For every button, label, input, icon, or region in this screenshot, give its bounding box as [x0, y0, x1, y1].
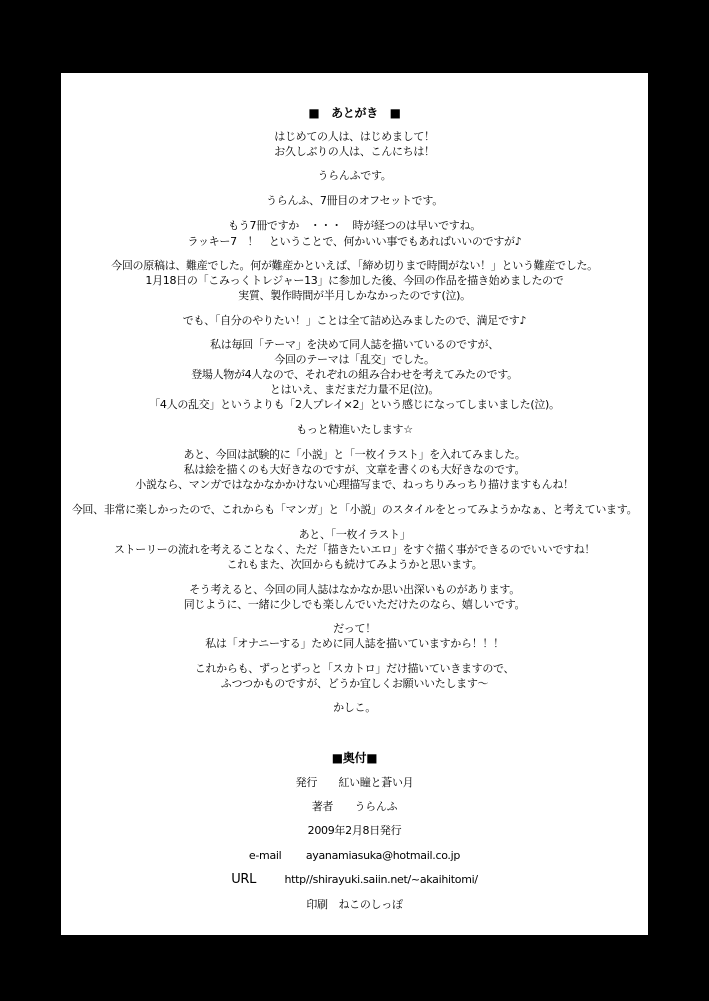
email-label: e-mail [248, 849, 282, 862]
text-line: これもまた、次回からも続けてみようかと思います。 [226, 558, 483, 571]
text-line: 1月18日の「こみっくトレジャー13」に参加した後、今回の作品を描き始めましたので [145, 274, 564, 287]
text-line: でも、「自分のやりたい！」ことは全て詰め込みましたので、満足です♪ [182, 314, 527, 327]
text-line: もう7冊ですか ・・・ 時が経つのは早いですね。 [228, 219, 481, 232]
text-line: 登場人物が4人なので、それぞれの組み合わせを考えてみたのです。 [191, 368, 518, 381]
email-address: ayanamiasuka@hotmail.co.jp [305, 849, 461, 862]
text-line: 今回の原稿は、難産でした。何が難産かといえば、「締め切りまで時間がない！」という難産でした。 [111, 259, 598, 272]
url-line [61, 873, 648, 887]
text-line: とはいえ、まだまだ力量不足(泣)。 [269, 383, 440, 396]
email-line [61, 849, 648, 863]
text-line: だって！ [333, 622, 376, 635]
text-line: はじめての人は、はじめまして！ [274, 130, 435, 143]
text-line: 今回、非常に楽しかったので、これからも「マンガ」と「小説」のスタイルをとってみようかなぁ、と考えています。 [71, 503, 638, 516]
text-line: ラッキー7 ！ ということで、何かいい事でもあればいいのですが♪ [187, 235, 522, 248]
text-line: もっと精進いたします☆ [296, 423, 413, 436]
text-line: あと、「一枚イラスト」 [298, 528, 411, 541]
date-line: 2009年2月8日発行 [307, 824, 402, 837]
text-line: 私は「オナニーする」ために同人誌を描いていますから！！！ [205, 637, 504, 650]
publisher-line: 発行 紅い瞳と蒼い月 [295, 776, 414, 789]
text-line: 実質、製作時間が半月しかなかったのです(泣)。 [238, 289, 471, 302]
closing-line: かしこ。 [333, 701, 376, 714]
text-line: ストーリーの流れを考えることなく、ただ「描きたいエロ」をすぐ描く事ができるのでいいですね！ [113, 543, 596, 556]
url-text: http//shirayuki.saiin.net/~akaihitomi/ [284, 873, 478, 886]
text-line: あと、今回は試験的に「小説」と「一枚イラスト」を入れてみました。 [183, 448, 526, 461]
afterword-title: ■ あとがき ■ [308, 106, 401, 120]
text-line: 同じように、一緒に少しでも楽しんでいただけたのなら、嬉しいです。 [183, 598, 526, 611]
printer-line: 印刷 ねこのしっぽ [306, 898, 403, 911]
text-line: 今回のテーマは「乱交」でした。 [274, 353, 435, 366]
url-label: URL [231, 872, 257, 887]
text-line: これからも、ずっとずっと「スカトロ」だけ描いていきますので、 [194, 662, 515, 675]
author-line: 著者 うらんふ [311, 800, 398, 813]
text-line: ふつつかものですが、どうか宜しくお願いいたします～ [220, 677, 489, 690]
text-line: 私は毎回「テーマ」を決めて同人誌を描いているのですが、 [210, 338, 499, 351]
text-line: 私は絵を描くのも大好きなのですが、文章を書くのも大好きなのです。 [183, 463, 526, 476]
text-line: そう考えると、今回の同人誌はなかなか思い出深いものがあります。 [189, 583, 520, 596]
text-line: お久しぶりの人は、こんにちは！ [274, 145, 435, 158]
text-line: 小説なら、マンガではなかなかかけない心理描写まで、ねっちりみっちり描けますもんね！ [135, 478, 574, 491]
colophon-title: ■奥付■ [331, 751, 378, 765]
text-line: 「4人の乱交」というよりも「2人プレイ×2」という感じになってしまいました(泣)。 [149, 398, 560, 411]
text-line: うらんふ、7冊目のオフセットです。 [266, 194, 443, 207]
text-line: うらんふです。 [317, 169, 392, 182]
afterword-page [61, 73, 648, 935]
